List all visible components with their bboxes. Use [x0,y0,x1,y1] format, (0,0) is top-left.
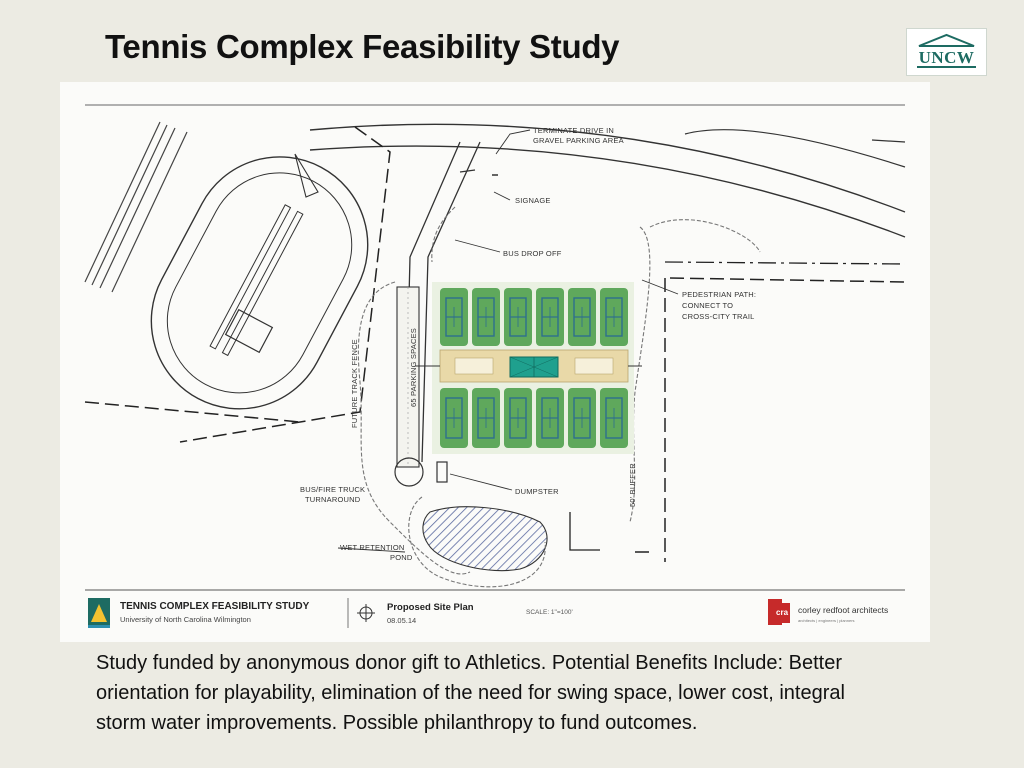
label-retention-pond: POND [390,553,413,562]
firm-tagline: architects | engineers | planners [798,618,855,623]
center-court [510,357,558,377]
label-future-fence: FUTURE TRACK FENCE [350,339,359,428]
label-buffer: 50' BUFFER [628,463,637,507]
slide-title: Tennis Complex Feasibility Study [105,28,620,65]
label-pedestrian-path: CROSS-CITY TRAIL [682,312,755,321]
uncw-logo [906,28,987,76]
label-pedestrian-path: PEDESTRIAN PATH: [682,290,757,299]
plaza-bench [575,358,613,374]
label-turnaround: BUS/FIRE TRUCK [300,485,366,494]
plaza-bench [455,358,493,374]
label-terminate-drive: TERMINATE DRIVE IN [533,126,614,135]
firm-mark: cra [776,608,789,617]
rail-lines [85,122,187,292]
tree-line [650,220,760,252]
retention-pond [423,507,547,571]
label-parking: 65 PARKING SPACES [409,328,418,407]
label-terminate-drive: GRAVEL PARKING AREA [533,136,624,145]
title-block-date: 08.05.14 [387,616,417,625]
north-arrow-icon [357,604,375,622]
property-line [665,262,905,264]
road-edge [310,146,905,237]
property-line [570,512,600,550]
label-bus-drop-off: BUS DROP OFF [503,249,562,258]
title-block-scale: SCALE: 1"=100' [526,609,573,616]
tree-line [432,207,455,262]
road-edge [872,140,905,142]
uncw-seal-icon [88,598,110,628]
slide-body-text: Study funded by anonymous donor gift to Athletics. Potential Benefits Include: Better orientation for playability, elimination of the need for swing space, lower cost, integral storm water improvements. Possible philanthropy to fund outcomes. [96,652,845,734]
title-block-project: TENNIS COMPLEX FEASIBILITY STUDY [120,601,310,612]
site-plan-drawing [60,82,930,642]
road-edge [685,130,905,167]
title-block-sheet: Proposed Site Plan [387,602,474,613]
label-turnaround: TURNAROUND [305,495,361,504]
label-dumpster: DUMPSTER [515,487,559,496]
label-retention-pond: WET RETENTION [340,543,405,552]
firm-name: corley redfoot architects [798,605,889,615]
title-block [88,598,888,628]
label-signage: SIGNAGE [515,196,551,205]
firm-logo [768,599,790,625]
title-block-university: University of North Carolina Wilmington [120,615,251,624]
dumpster-pad [437,462,447,482]
label-pedestrian-path: CONNECT TO [682,301,734,310]
logo-text: UNCW [918,48,975,67]
